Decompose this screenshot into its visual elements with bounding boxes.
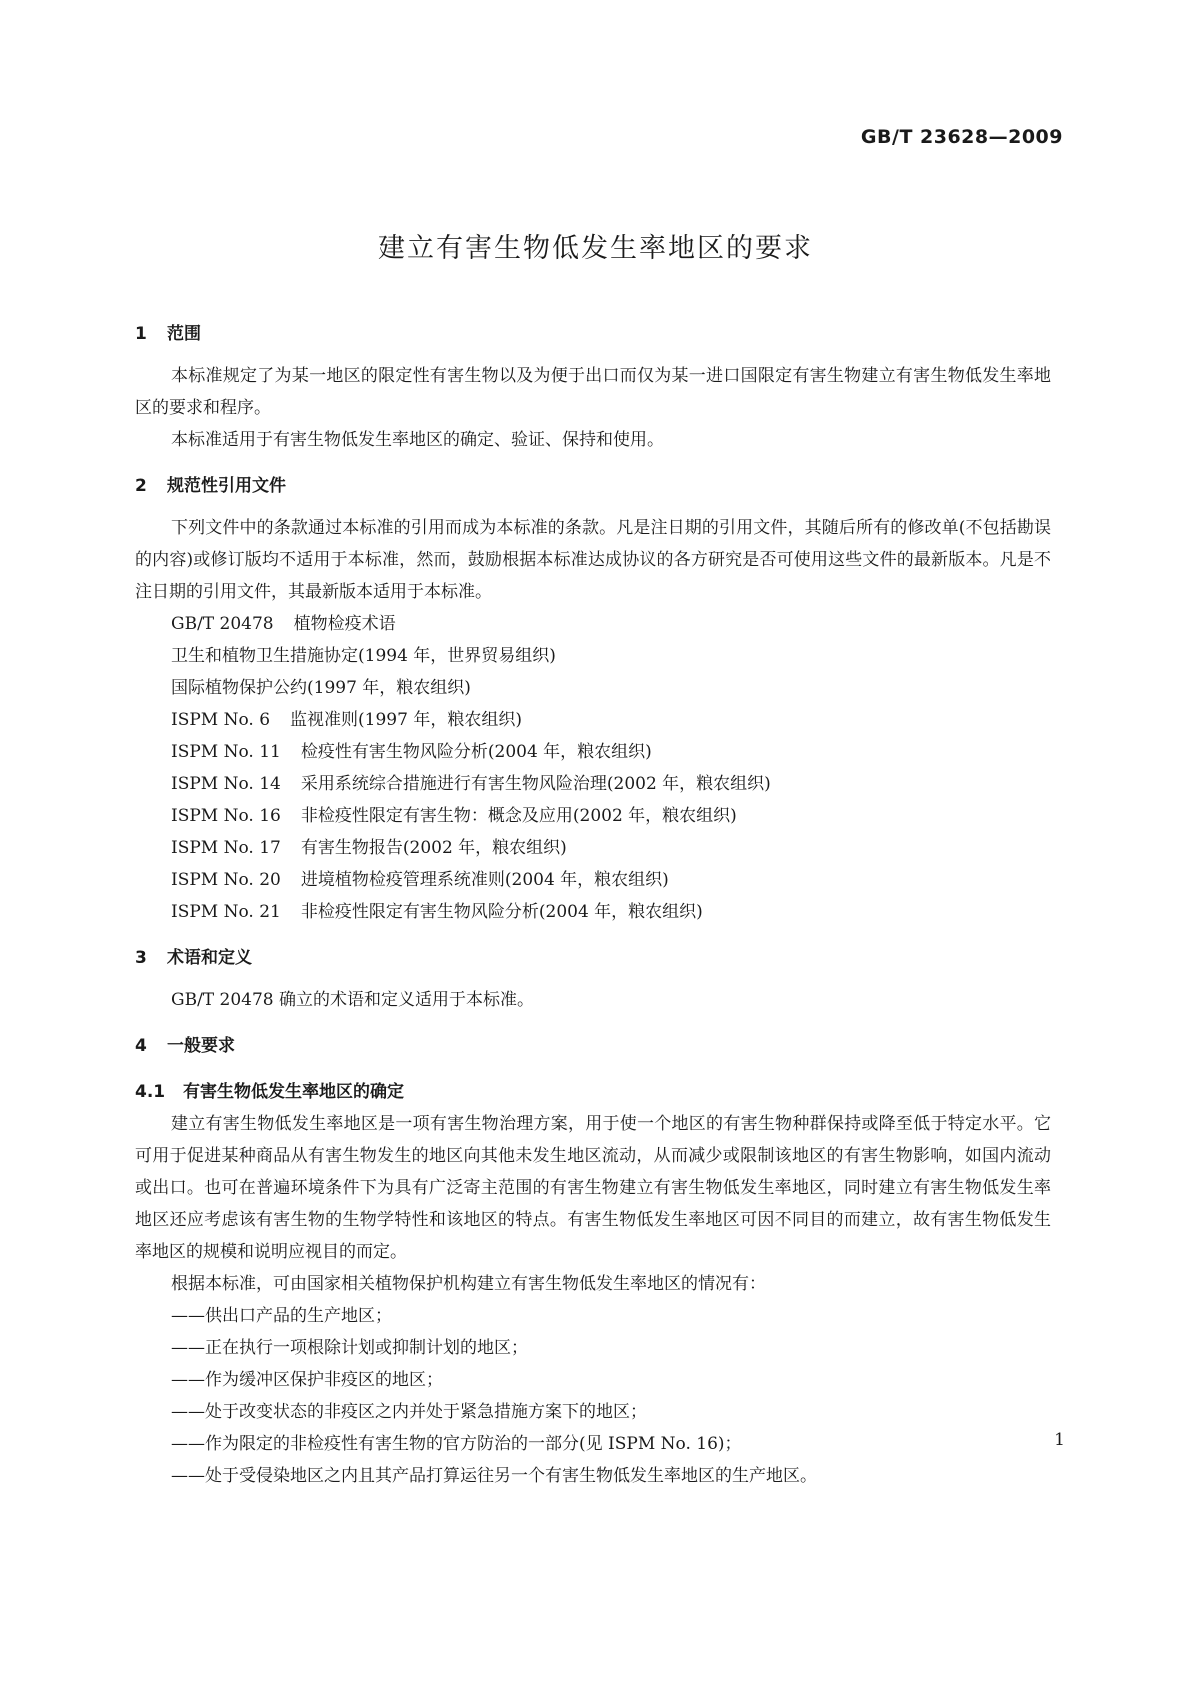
paragraph: 本标准规定了为某一地区的限定性有害生物以及为便于出口而仅为某一进口国限定有害生物建立有害生物低发生率地区的要求和程序。 — [135, 366, 1051, 418]
section-4-heading — [135, 1030, 1051, 1062]
list-item: ——作为缓冲区保护非疫区的地区； — [171, 1370, 443, 1390]
reference-title: 检疫性有害生物风险分析(2004 年，粮农组织) — [300, 742, 652, 762]
reference-item — [135, 896, 1051, 928]
list-item: ——供出口产品的生产地区； — [171, 1306, 392, 1326]
list-item: ——处于受侵染地区之内且其产品打算运往另一个有害生物低发生率地区的生产地区。 — [171, 1466, 817, 1486]
reference-title: 卫生和植物卫生措施协定(1994 年，世界贸易组织) — [171, 646, 556, 666]
reference-item — [135, 608, 1051, 640]
section-1-heading — [135, 318, 1051, 350]
reference-title: 非检疫性限定有害生物：概念及应用(2002 年，粮农组织) — [300, 806, 737, 826]
section-title: 范围 — [167, 324, 201, 344]
reference-item — [135, 864, 1051, 896]
reference-item — [135, 800, 1051, 832]
document-title: 建立有害生物低发生率地区的要求 — [378, 233, 813, 264]
reference-item — [135, 704, 1051, 736]
paragraph: 建立有害生物低发生率地区是一项有害生物治理方案，用于使一个地区的有害生物种群保持或降至低于特定水平。它可用于促进某种商品从有害生物发生的地区向其他未发生地区流动，从而减少或限制该地区的有害生物影响，如国内流动或出口。也可在普遍环境条件下为具有广泛寄主范围的有害生物建立有害生物低发生率地区，同时建立有害生物低发生率地区还应考虑该有害生物的生物学特性和该地区的特点。有害生物低发生率地区可因不同目的而建立，故有害生物低发生率地区的规模和说明应视目的而定。 — [135, 1114, 1051, 1262]
reference-code: ISPM No. 16 — [171, 806, 281, 826]
list-item: ——处于改变状态的非疫区之内并处于紧急措施方案下的地区； — [171, 1402, 647, 1422]
section-2-heading — [135, 470, 1051, 502]
reference-title: 植物检疫术语 — [293, 614, 396, 634]
list-item: ——正在执行一项根除计划或抑制计划的地区； — [171, 1338, 528, 1358]
reference-code: ISPM No. 14 — [171, 774, 281, 794]
section-title: 一般要求 — [167, 1036, 235, 1056]
dash-list — [135, 1300, 1051, 1492]
reference-item — [135, 768, 1051, 800]
paragraph: GB/T 20478 确立的术语和定义适用于本标准。 — [171, 990, 535, 1010]
section-3-heading — [135, 942, 1051, 974]
reference-code: GB/T 20478 — [171, 614, 274, 634]
section-title: 规范性引用文件 — [167, 476, 286, 496]
section-title: 术语和定义 — [167, 948, 252, 968]
reference-code: ISPM No. 21 — [171, 902, 281, 922]
list-item: ——作为限定的非检疫性有害生物的官方防治的一部分(见 ISPM No. 16)； — [171, 1434, 742, 1454]
standard-code: GB/T 23628—2009 — [860, 126, 1063, 148]
reference-item — [135, 832, 1051, 864]
reference-title: 进境植物检疫管理系统准则(2004 年，粮农组织) — [300, 870, 669, 890]
reference-list — [135, 608, 1051, 928]
section-number: 3 — [135, 948, 147, 968]
reference-code: ISPM No. 11 — [171, 742, 281, 762]
reference-code: ISPM No. 6 — [171, 710, 271, 730]
reference-item — [135, 640, 1051, 672]
page-number: 1 — [1054, 1430, 1065, 1450]
paragraph: 下列文件中的条款通过本标准的引用而成为本标准的条款。凡是注日期的引用文件，其随后所有的修改单(不包括勘误的内容)或修订版均不适用于本标准，然而，鼓励根据本标准达成协议的各方研究是否可使用这些文件的最新版本。凡是不注日期的引用文件，其最新版本适用于本标准。 — [135, 518, 1051, 602]
paragraph: 根据本标准，可由国家相关植物保护机构建立有害生物低发生率地区的情况有： — [171, 1274, 766, 1294]
subsection-title: 有害生物低发生率地区的确定 — [183, 1082, 404, 1102]
document-body — [135, 318, 1051, 1492]
reference-code: ISPM No. 17 — [171, 838, 281, 858]
reference-title: 有害生物报告(2002 年，粮农组织) — [300, 838, 567, 858]
reference-title: 采用系统综合措施进行有害生物风险治理(2002 年，粮农组织) — [300, 774, 771, 794]
reference-title: 非检疫性限定有害生物风险分析(2004 年，粮农组织) — [300, 902, 703, 922]
section-number: 2 — [135, 476, 147, 496]
paragraph: 本标准适用于有害生物低发生率地区的确定、验证、保持和使用。 — [171, 430, 664, 450]
reference-title: 监视准则(1997 年，粮农组织) — [290, 710, 522, 730]
reference-item — [135, 736, 1051, 768]
reference-code: ISPM No. 20 — [171, 870, 281, 890]
subsection-4-1-heading — [135, 1076, 1051, 1108]
reference-item — [135, 672, 1051, 704]
section-number: 1 — [135, 324, 147, 344]
section-number: 4 — [135, 1036, 147, 1056]
subsection-number: 4.1 — [135, 1082, 166, 1102]
reference-title: 国际植物保护公约(1997 年，粮农组织) — [171, 678, 471, 698]
